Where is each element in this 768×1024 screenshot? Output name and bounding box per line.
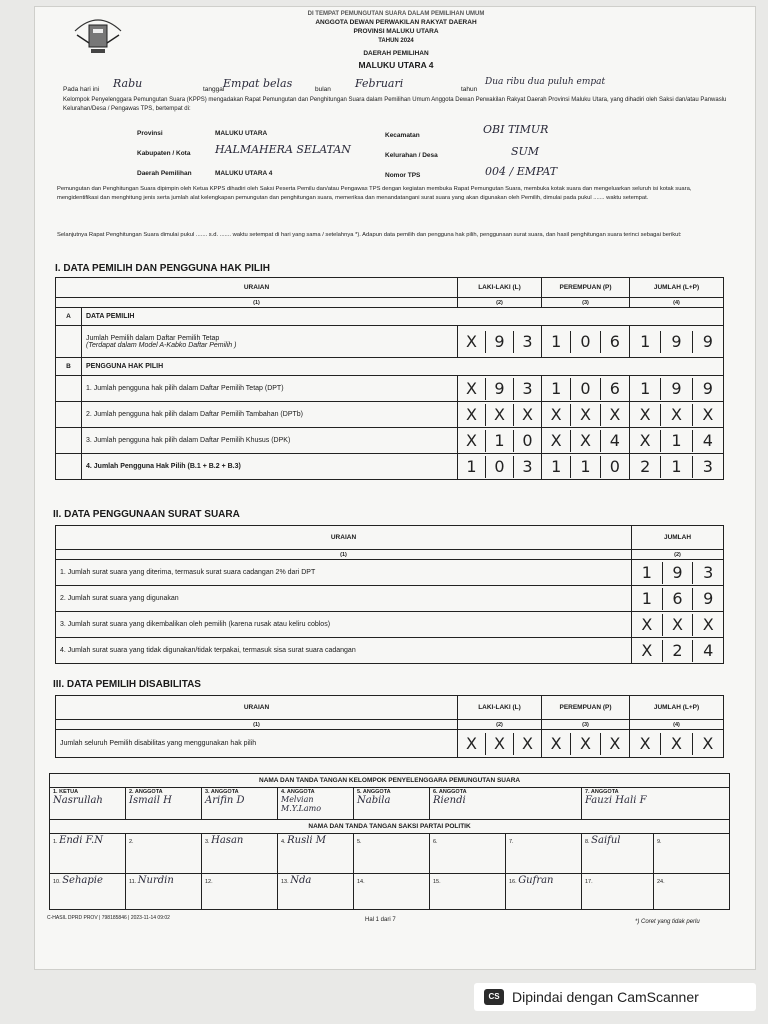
intro-tahun-value: Dua ribu dua puluh empat [485, 77, 606, 87]
section3-table [55, 695, 724, 758]
saksi-cell [582, 874, 654, 910]
digit-cell: X [692, 614, 723, 636]
sig-role: 3. ANGGOTA [205, 789, 239, 795]
saksi-title: NAMA DAN TANDA TANGAN SAKSI PARTAI POLITIK [50, 820, 730, 834]
sig-name: Ismail H [129, 795, 172, 806]
digit-cell: X [692, 404, 723, 426]
s1-a-row-label: Jumlah Pemilih dalam Daftar Pemilih Tetap [86, 334, 220, 342]
saksi-cell [506, 874, 582, 910]
digit-cell: 9 [660, 378, 691, 400]
sig-role: 1. KETUA [53, 789, 79, 795]
saksi-no: 12. [205, 879, 213, 885]
kpps-anggota-3 [202, 788, 278, 820]
s2-num-1: (1) [56, 550, 632, 560]
s2-row2-label: 3. Jumlah surat suara yang dikembalikan oleh pemilih (karena rusak atau keliru coblos) [56, 612, 632, 638]
digit-cell: 3 [692, 562, 723, 584]
sig-name: Melvian M.Y.Lamo [281, 795, 322, 813]
digit-cell: 6 [600, 331, 629, 353]
section1-table [55, 277, 724, 480]
sig-role: 5. ANGGOTA [357, 789, 391, 795]
kecamatan-label: Kecamatan [385, 132, 420, 139]
digit-cell: X [600, 733, 629, 755]
saksi-name: Saiful [591, 835, 621, 846]
intro-tahun: tahun [461, 86, 478, 93]
s1-row3-jumlah [630, 428, 724, 454]
s1-col-jumlah: JUMLAH (L+P) [630, 278, 724, 298]
digit-cell: 6 [600, 378, 629, 400]
s1-row1-laki [458, 376, 542, 402]
s2-row1-jumlah [632, 586, 724, 612]
s1-num-3: (3) [542, 298, 630, 308]
saksi-cell [654, 834, 730, 874]
digit-cell: X [639, 430, 651, 450]
kpps-title: NAMA DAN TANDA TANGAN KELOMPOK PENYELENGGARA PEMUNGUTAN SUARA [50, 774, 730, 788]
digit-cell: X [466, 404, 477, 424]
digit-cell: 9 [660, 331, 691, 353]
s1-row0-perempuan [542, 326, 630, 358]
digit-cell: X [466, 331, 477, 351]
intro-bulan: bulan [315, 86, 331, 93]
sig-name: Riendi [433, 795, 466, 806]
saksi-no: 5. [357, 839, 362, 845]
s1-row4-perempuan [542, 454, 630, 480]
digit-cell: 1 [551, 331, 562, 351]
saksi-no: 6. [433, 839, 438, 845]
kpps-anggota-7 [582, 788, 730, 820]
s1-num-1: (1) [56, 298, 458, 308]
paragraph-1: Pemungutan dan Penghitungan Suara dipimpin oleh Ketua KPPS dihadiri oleh Saksi Peserta Pemilu dan/atau Pengawas TPS dengan kegiatan membuka Rapat Pemungutan Suara, membuka kotak suara dan mengeluarkan seluruh isi kotak suara, mengidentifikasi dan menghitung jenis serta jumlah alat kelengkapan pemungutan dan penghitungan suara, memeriksa dan menandatangani surat suara yang akan digunakan oleh Pemilih, dimulai pada pukul ....... waktu setempat. [57, 186, 692, 201]
s3-col-laki: LAKI-LAKI (L) [458, 696, 542, 720]
saksi-name: Nurdin [137, 875, 174, 886]
saksi-cell [278, 874, 354, 910]
saksi-cell [202, 834, 278, 874]
sig-name: Arifin D [205, 795, 245, 806]
saksi-no: 13. [281, 879, 289, 885]
kabupaten-label: Kabupaten / Kota [137, 150, 191, 157]
header-line-4: TAHUN 2024 [378, 38, 414, 44]
digit-cell: X [692, 733, 723, 755]
saksi-name: Sehapie [62, 875, 103, 886]
saksi-no: 16. [509, 879, 517, 885]
digit-cell: 9 [692, 331, 723, 353]
digit-cell: X [466, 733, 477, 753]
digit-cell: X [550, 430, 562, 450]
saksi-cell [354, 834, 430, 874]
saksi-cell [50, 834, 126, 874]
s1-row1-jumlah [630, 376, 724, 402]
s1-b-letter: B [56, 358, 82, 376]
saksi-cell [506, 834, 582, 874]
digit-cell: 2 [640, 456, 651, 476]
saksi-cell [278, 834, 354, 874]
saksi-no: 3. [205, 839, 210, 845]
s3-row-laki [458, 730, 542, 758]
camscanner-text: Dipindai dengan CamScanner [512, 989, 699, 1005]
digit-cell: 9 [662, 562, 693, 584]
intro-hari-value: Rabu [113, 77, 143, 90]
provinsi-label: Provinsi [137, 130, 163, 137]
saksi-cell [654, 874, 730, 910]
digit-cell: 1 [660, 456, 691, 478]
digit-cell: 1 [466, 456, 477, 476]
page-number: Hal 1 dari 7 [365, 917, 396, 923]
s1-row2-laki [458, 402, 542, 428]
s2-row0-jumlah [632, 560, 724, 586]
s2-row2-jumlah [632, 612, 724, 638]
sig-role: 2. ANGGOTA [129, 789, 163, 795]
digit-cell: 0 [513, 430, 541, 452]
saksi-name: Nda [290, 875, 312, 886]
digit-cell: X [550, 404, 562, 424]
digit-cell: X [513, 733, 541, 755]
intro-bulan-value: Februari [355, 77, 404, 90]
saksi-no: 15. [433, 879, 441, 885]
section3-title: III. DATA PEMILIH DISABILITAS [53, 679, 201, 690]
intro-tanggal: tanggal [203, 86, 225, 93]
digit-cell: X [550, 733, 562, 753]
digit-cell: 1 [551, 456, 562, 476]
dapil-value: MALUKU UTARA 4 [215, 170, 273, 177]
header-line-2: ANGGOTA DEWAN PERWAKILAN RAKYAT DAERAH [315, 19, 477, 26]
digit-cell: 3 [513, 331, 541, 353]
s2-col-jumlah: JUMLAH [632, 526, 724, 550]
digit-cell: 4 [692, 430, 723, 452]
digit-cell: 1 [485, 430, 513, 452]
saksi-cell [50, 874, 126, 910]
s3-col-jumlah: JUMLAH (L+P) [630, 696, 724, 720]
s3-num-1: (1) [56, 720, 458, 730]
dapil-label: Daerah Pemilihan [137, 170, 192, 177]
s1-col-laki: LAKI-LAKI (L) [458, 278, 542, 298]
digit-cell: X [466, 378, 477, 398]
digit-cell: 9 [485, 378, 513, 400]
intro-paragraph: Kelompok Penyelenggara Pemungutan Suara (KPPS) mengadakan Rapat Pemungutan dan Penghitungan Suara dalam Pemilihan Umum Anggota Dewan Perwakilan Rakyat Daerah Provinsi Maluku Utara, yang dihadiri oleh Saksi dan/atau Panwaslu Kelurahan/Desa / Pengawas TPS, bertempat di: [63, 97, 727, 112]
digit-cell: 1 [551, 378, 562, 398]
s1-a-row [82, 326, 458, 358]
form-sheet [34, 6, 756, 970]
header-line-1: DI TEMPAT PEMUNGUTAN SUARA DALAM PEMILIHAN UMUM [307, 11, 485, 17]
tps-value: 004 / EMPAT [485, 165, 558, 178]
kpps-ketua [50, 788, 126, 820]
saksi-name: Endi F.N [59, 835, 103, 846]
digit-cell: 4 [692, 640, 723, 662]
section2-table [55, 525, 724, 664]
paragraph-2: Selanjutnya Rapat Penghitungan Suara dimulai pukul ....... s.d. ....... waktu setempat di hari yang sama / setelahnya *). Adapun data pemilih dan pengguna hak pilih, penggunaan surat suara, dan hasil penghitungan suara terinci sebagai berikut: [57, 232, 682, 238]
provinsi-value: MALUKU UTARA [215, 130, 268, 137]
digit-cell: 0 [600, 456, 629, 478]
kelurahan-value: SUM [511, 145, 540, 158]
s1-a-letter: A [56, 308, 82, 326]
digit-cell: 1 [570, 456, 599, 478]
section2-title: II. DATA PENGGUNAAN SURAT SUARA [53, 509, 240, 520]
saksi-no: 7. [509, 839, 514, 845]
saksi-cell [354, 874, 430, 910]
tps-label: Nomor TPS [385, 172, 421, 179]
saksi-cell [126, 834, 202, 874]
signature-table [49, 773, 730, 910]
s1-num-2: (2) [458, 298, 542, 308]
s1-col-perempuan: PEREMPUAN (P) [542, 278, 630, 298]
saksi-cell [430, 874, 506, 910]
kecamatan-value: OBI TIMUR [483, 123, 549, 136]
kabupaten-value: HALMAHERA SELATAN [215, 143, 351, 156]
header-line-3: PROVINSI MALUKU UTARA [353, 28, 439, 35]
s1-row0-laki [458, 326, 542, 358]
digit-cell: 1 [640, 378, 651, 398]
digit-cell: 9 [692, 588, 723, 610]
s1-row3-laki [458, 428, 542, 454]
digit-cell: X [600, 404, 629, 426]
saksi-no: 14. [357, 879, 365, 885]
header-line-5: DAERAH PEMILIHAN [363, 50, 429, 57]
footnote: *) Coret yang tidak perlu [635, 919, 700, 925]
saksi-no: 4. [281, 839, 286, 845]
saksi-no: 11. [129, 879, 137, 885]
digit-cell: 9 [692, 378, 723, 400]
s3-row-jumlah [630, 730, 724, 758]
digit-cell: X [485, 404, 513, 426]
digit-cell: 0 [570, 331, 599, 353]
saksi-name: Rusli M [287, 835, 327, 846]
section1-title: I. DATA PEMILIH DAN PENGGUNA HAK PILIH [55, 263, 270, 274]
sig-name: Nasrullah [53, 795, 103, 806]
digit-cell: 0 [485, 456, 513, 478]
saksi-no: 1. [53, 839, 58, 845]
camscanner-badge [474, 983, 756, 1011]
s1-row2-jumlah [630, 402, 724, 428]
s2-num-2: (2) [632, 550, 724, 560]
digit-cell: 9 [485, 331, 513, 353]
saksi-no: 2. [129, 839, 134, 845]
digit-cell: 3 [692, 456, 723, 478]
saksi-name: Gufran [518, 875, 554, 886]
digit-cell: 4 [600, 430, 629, 452]
saksi-no: 17. [585, 879, 593, 885]
s3-num-3: (3) [542, 720, 630, 730]
digit-cell: X [639, 404, 651, 424]
digit-cell: 1 [640, 331, 651, 351]
digit-cell: X [513, 404, 541, 426]
sig-name: Nabila [357, 795, 391, 806]
digit-cell: 1 [660, 430, 691, 452]
camscanner-icon: CS [484, 989, 504, 1005]
digit-cell: X [639, 733, 651, 753]
s3-col-uraian: URAIAN [56, 696, 458, 720]
s1-b-title: PENGGUNA HAK PILIH [82, 358, 724, 376]
form-code: C-HASIL DPRD PROV | 798185846 | 2023-11-14 09:02 [47, 915, 170, 921]
digit-cell: X [485, 733, 513, 755]
s1-row4-jumlah [630, 454, 724, 480]
saksi-cell [126, 874, 202, 910]
digit-cell: 6 [662, 588, 693, 610]
saksi-cell [582, 834, 654, 874]
digit-cell: X [466, 430, 477, 450]
s2-row3-jumlah [632, 638, 724, 664]
kelurahan-label: Kelurahan / Desa [385, 152, 438, 159]
digit-cell: X [641, 614, 653, 634]
digit-cell: 0 [570, 378, 599, 400]
kpps-anggota-2 [126, 788, 202, 820]
saksi-no: 9. [657, 839, 662, 845]
saksi-cell [430, 834, 506, 874]
s1-num-4: (4) [630, 298, 724, 308]
s3-row-label: Jumlah seluruh Pemilih disabilitas yang menggunakan hak pilih [56, 730, 458, 758]
header-line-6: MALUKU UTARA 4 [358, 60, 434, 70]
s3-num-4: (4) [630, 720, 724, 730]
s1-row0-jumlah [630, 326, 724, 358]
intro-tanggal-value: Empat belas [223, 77, 293, 90]
saksi-name: Hasan [211, 835, 244, 846]
intro-pada-hari: Pada hari ini [63, 86, 100, 93]
s1-row1-label: 1. Jumlah pengguna hak pilih dalam Daftar Pemilih Tetap (DPT) [82, 376, 458, 402]
kpps-anggota-5 [354, 788, 430, 820]
s1-row2-label: 2. Jumlah pengguna hak pilih dalam Daftar Pemilih Tambahan (DPTb) [82, 402, 458, 428]
s1-row2-perempuan [542, 402, 630, 428]
s2-row3-label: 4. Jumlah surat suara yang tidak digunakan/tidak terpakai, termasuk sisa surat suara cadangan [56, 638, 632, 664]
s1-a-row-sub: (Terdapat dalam Model A-Kabko Daftar Pemilih ) [86, 341, 237, 349]
s3-col-perempuan: PEREMPUAN (P) [542, 696, 630, 720]
digit-cell: X [662, 614, 693, 636]
s2-row1-label: 2. Jumlah surat suara yang digunakan [56, 586, 632, 612]
s1-col-uraian: URAIAN [56, 278, 458, 298]
digit-cell: X [660, 404, 691, 426]
digit-cell: 1 [641, 588, 652, 608]
saksi-no: 24. [657, 879, 665, 885]
sig-role: 6. ANGGOTA [433, 789, 467, 795]
saksi-cell [202, 874, 278, 910]
kpps-anggota-4 [278, 788, 354, 820]
digit-cell: 1 [641, 562, 652, 582]
s2-row0-label: 1. Jumlah surat suara yang diterima, termasuk surat suara cadangan 2% dari DPT [56, 560, 632, 586]
s1-a-title: DATA PEMILIH [82, 308, 724, 326]
saksi-no: 8. [585, 839, 590, 845]
digit-cell: X [660, 733, 691, 755]
digit-cell: 3 [513, 378, 541, 400]
digit-cell: X [570, 430, 599, 452]
digit-cell: X [641, 640, 653, 660]
sig-name: Fauzi Hali F [585, 795, 647, 806]
digit-cell: X [570, 404, 599, 426]
saksi-no: 10. [53, 879, 61, 885]
s3-num-2: (2) [458, 720, 542, 730]
sig-role: 7. ANGGOTA [585, 789, 619, 795]
digit-cell: 2 [662, 640, 693, 662]
s1-row1-perempuan [542, 376, 630, 402]
kpps-anggota-6 [430, 788, 582, 820]
s3-row-perempuan [542, 730, 630, 758]
s1-row4-laki [458, 454, 542, 480]
s2-col-uraian: URAIAN [56, 526, 632, 550]
s1-row3-label: 3. Jumlah pengguna hak pilih dalam Daftar Pemilih Khusus (DPK) [82, 428, 458, 454]
s1-row4-label: 4. Jumlah Pengguna Hak Pilih (B.1 + B.2 + B.3) [82, 454, 458, 480]
digit-cell: X [570, 733, 599, 755]
sig-role: 4. ANGGOTA [281, 789, 315, 795]
s1-row3-perempuan [542, 428, 630, 454]
digit-cell: 3 [513, 456, 541, 478]
